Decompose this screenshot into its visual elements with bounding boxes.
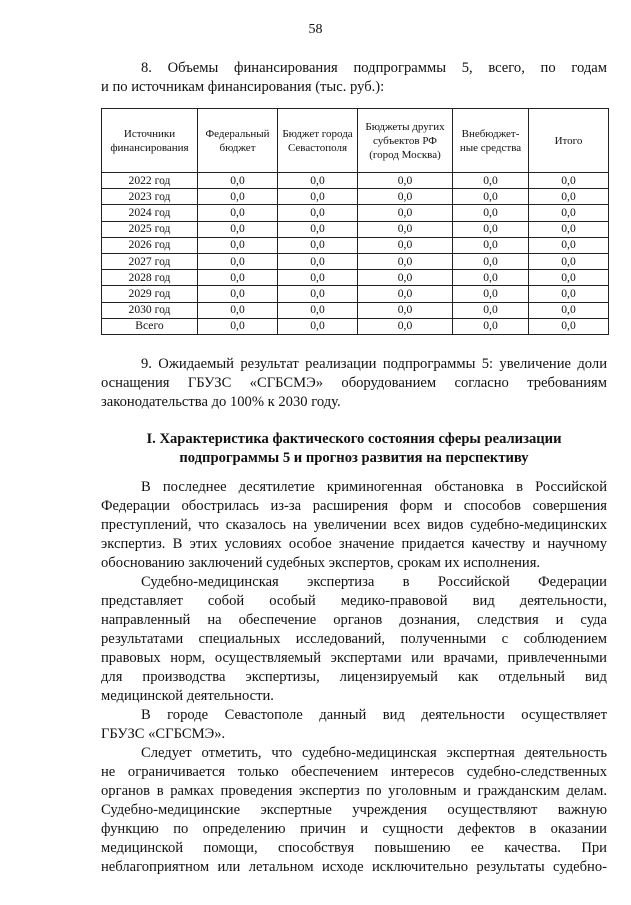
value-cell: 0,0 — [529, 302, 609, 318]
body-line: экспертиз. В этих условиях особое значение придается качеству и научному — [101, 536, 607, 552]
value-cell: 0,0 — [278, 189, 358, 205]
value-cell: 0,0 — [529, 189, 609, 205]
body-line: результатами специальных исследований, полученными с соблюдением — [101, 631, 607, 647]
value-cell: 0,0 — [198, 302, 278, 318]
body-line: органов в рамках проведения экспертиз по уголовным и гражданским делам. — [101, 783, 607, 799]
body-line: правовых норм, осуществляемый экспертами или врачами, привлеченными — [101, 650, 607, 666]
value-cell: 0,0 — [358, 237, 453, 253]
table-row — [102, 253, 609, 269]
body-line: ГБУЗС «СГБСМЭ». — [101, 726, 226, 742]
body-line: представляет собой особый медико-правовой вид деятельности, — [101, 593, 607, 609]
body-line: Судебно-медицинские экспертные учреждения осуществляют важную — [101, 802, 607, 818]
value-cell: 0,0 — [358, 302, 453, 318]
section-8-line: и по источникам финансирования (тыс. руб.): — [101, 79, 385, 95]
value-cell: 0,0 — [278, 237, 358, 253]
value-cell: 0,0 — [453, 221, 529, 237]
row-label-cell: 2028 год — [102, 270, 198, 286]
heading-line: I. Характеристика фактического состояния сферы реализации — [146, 431, 562, 447]
body-line: для производства экспертизы, лицензируемый как отдельный вид — [101, 669, 607, 685]
body-paragraph — [101, 478, 607, 573]
body-line: не ограничивается только обеспечением интересов судебно-следственных — [101, 764, 607, 780]
value-cell: 0,0 — [198, 318, 278, 334]
value-cell: 0,0 — [198, 253, 278, 269]
body-line: направленный на обеспечение органов дознания, следствия и суда — [101, 612, 607, 628]
table-body — [102, 173, 609, 335]
body-text — [101, 478, 607, 877]
body-paragraph — [101, 744, 607, 877]
body-line: обоснованию заключений судебных экспертов, срокам их исполнения. — [101, 555, 541, 571]
table-row — [102, 189, 609, 205]
value-cell: 0,0 — [278, 253, 358, 269]
financing-table — [101, 108, 609, 335]
heading-line: подпрограммы 5 и прогноз развития на перспективу — [179, 450, 529, 466]
value-cell: 0,0 — [529, 237, 609, 253]
body-paragraph — [101, 706, 607, 744]
value-cell: 0,0 — [453, 189, 529, 205]
section-9-line: 9. Ожидаемый результат реализации подпрограммы 5: увеличение доли — [141, 356, 607, 372]
section-8-intro — [101, 59, 607, 97]
value-cell: 0,0 — [529, 318, 609, 334]
header-cell: Бюджеты других субъектов РФ (город Москва) — [358, 109, 453, 173]
value-cell: 0,0 — [278, 205, 358, 221]
body-line: В последнее десятилетие криминогенная обстановка в Российской — [141, 479, 607, 495]
section-8-line: 8. Объемы финансирования подпрограммы 5, всего, по годам — [141, 60, 607, 76]
value-cell: 0,0 — [529, 173, 609, 189]
value-cell: 0,0 — [198, 237, 278, 253]
value-cell: 0,0 — [453, 253, 529, 269]
row-label-cell: 2026 год — [102, 237, 198, 253]
value-cell: 0,0 — [358, 205, 453, 221]
value-cell: 0,0 — [453, 318, 529, 334]
value-cell: 0,0 — [198, 173, 278, 189]
value-cell: 0,0 — [358, 221, 453, 237]
table-row — [102, 237, 609, 253]
value-cell: 0,0 — [358, 286, 453, 302]
table-header-row — [102, 109, 609, 173]
value-cell: 0,0 — [358, 270, 453, 286]
table-row — [102, 173, 609, 189]
body-line: Следует отметить, что судебно-медицинская экспертная деятельность — [141, 745, 607, 761]
value-cell: 0,0 — [358, 173, 453, 189]
body-line: медицинской деятельности. — [101, 688, 274, 704]
row-label-cell: 2029 год — [102, 286, 198, 302]
section-9-line: оснащения ГБУЗС «СГБСМЭ» оборудованием согласно требованиям — [101, 375, 607, 391]
body-line: функцию по определению причин и сущности дефектов в оказании — [101, 821, 607, 837]
table-row — [102, 205, 609, 221]
value-cell: 0,0 — [453, 286, 529, 302]
value-cell: 0,0 — [529, 286, 609, 302]
header-cell: Бюджет города Севастополя — [278, 109, 358, 173]
value-cell: 0,0 — [198, 286, 278, 302]
row-label-cell: 2030 год — [102, 302, 198, 318]
row-label-cell: 2027 год — [102, 253, 198, 269]
body-line: Федерации обострилась из-за расширения форм и способов совершения — [101, 498, 607, 514]
header-cell: Федеральный бюджет — [198, 109, 278, 173]
value-cell: 0,0 — [529, 205, 609, 221]
header-cell: Источники финансирования — [102, 109, 198, 173]
row-label-cell: 2024 год — [102, 205, 198, 221]
row-label-cell: 2025 год — [102, 221, 198, 237]
row-label-cell: Всего — [102, 318, 198, 334]
table-row — [102, 270, 609, 286]
value-cell: 0,0 — [198, 205, 278, 221]
row-label-cell: 2022 год — [102, 173, 198, 189]
value-cell: 0,0 — [453, 270, 529, 286]
value-cell: 0,0 — [278, 270, 358, 286]
value-cell: 0,0 — [453, 302, 529, 318]
body-line: Судебно-медицинская экспертиза в Российской Федерации — [141, 574, 607, 590]
body-line: преступлений, что сказалось на увеличении всех видов судебно-медицинских — [101, 517, 607, 533]
body-line: медицинской помощи, способствуя повышению ее качества. При — [101, 840, 607, 856]
body-line: В городе Севастополе данный вид деятельности осуществляет — [141, 707, 607, 723]
body-line: неблагоприятном или летальном исходе исключительно результаты судебно- — [101, 859, 607, 875]
value-cell: 0,0 — [278, 318, 358, 334]
value-cell: 0,0 — [453, 237, 529, 253]
table-row — [102, 318, 609, 334]
value-cell: 0,0 — [278, 302, 358, 318]
value-cell: 0,0 — [529, 270, 609, 286]
value-cell: 0,0 — [278, 221, 358, 237]
header-cell: Итого — [529, 109, 609, 173]
table-row — [102, 302, 609, 318]
value-cell: 0,0 — [278, 286, 358, 302]
value-cell: 0,0 — [529, 253, 609, 269]
value-cell: 0,0 — [198, 270, 278, 286]
value-cell: 0,0 — [453, 205, 529, 221]
header-cell: Внебюджет-ные средства — [453, 109, 529, 173]
value-cell: 0,0 — [453, 173, 529, 189]
value-cell: 0,0 — [358, 253, 453, 269]
page-number: 58 — [308, 22, 323, 37]
row-label-cell: 2023 год — [102, 189, 198, 205]
section-heading — [101, 430, 607, 468]
body-paragraph — [101, 573, 607, 706]
value-cell: 0,0 — [358, 318, 453, 334]
value-cell: 0,0 — [198, 189, 278, 205]
value-cell: 0,0 — [358, 189, 453, 205]
section-9 — [101, 355, 607, 412]
table-row — [102, 286, 609, 302]
value-cell: 0,0 — [278, 173, 358, 189]
table-row — [102, 221, 609, 237]
value-cell: 0,0 — [198, 221, 278, 237]
section-9-line: законодательства до 100% к 2030 году. — [101, 394, 341, 410]
value-cell: 0,0 — [529, 221, 609, 237]
